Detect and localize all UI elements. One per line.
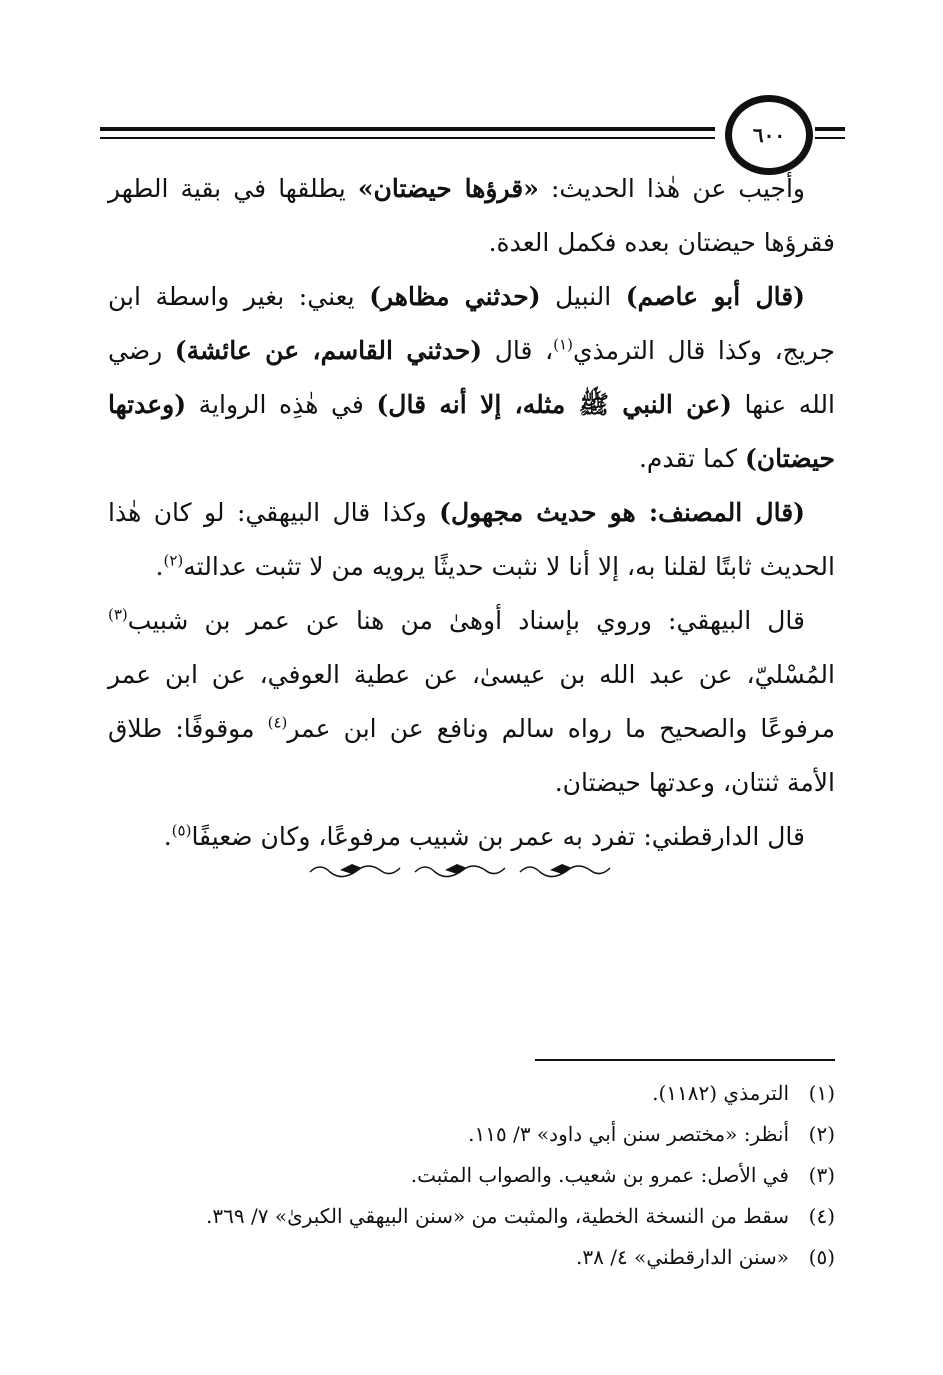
footnotes (108, 1073, 835, 1278)
text: في هٰذِه الرواية (186, 390, 377, 419)
text: يطلقها في بقية الطهر فقرؤها حيضتان بعده فكمل العدة. (108, 174, 835, 257)
footnote-separator (535, 1059, 835, 1061)
text: موقوفًا: طلاق الأمة ثنتان، وعدتها حيضتان. (108, 714, 835, 797)
footnote-ref-3[interactable]: (٣) (108, 605, 128, 624)
header-rule-right-thick (815, 127, 845, 131)
footnote-3 (108, 1155, 835, 1196)
text: قال البيهقي: وروي بإسناد أوهىٰ من هنا عن عمر بن شبيب (127, 606, 805, 635)
bold-text: (قال أبو عاصم) (625, 282, 806, 311)
main-text (108, 162, 835, 864)
section-divider-ornament (300, 850, 630, 890)
footnote-text: في الأصل: عمرو بن شعيب. والصواب المثبت. (410, 1163, 789, 1187)
footnote-number: (٢) (808, 1122, 835, 1146)
bold-text: (قال المصنف: هو حديث مجهول) (439, 498, 805, 527)
footnote-ref-5[interactable]: (٥) (171, 821, 192, 840)
footnote-number: (١) (808, 1081, 835, 1105)
footnote-text: أنظر: «مختصر سنن أبي داود» ٣/ ١١٥. (468, 1122, 789, 1146)
bold-text: (وعدتها حيضتان) (108, 390, 835, 473)
text: وأجيب عن هٰذا الحديث: (538, 174, 805, 203)
header-rule-thick (100, 127, 715, 131)
footnote-1 (108, 1073, 835, 1114)
footnote-4 (108, 1196, 835, 1237)
text: ، قال (482, 336, 554, 365)
text: المُسْليّ، عن عبد الله بن عيسىٰ، عن عطية العوفي، عن ابن عمر مرفوعًا والصحيح ما رواه سالم ونافع عن ابن عمر (108, 660, 836, 743)
bold-text: (عن النبي ﷺ مثله، إلا أنه قال) (376, 390, 732, 419)
footnote-ref-1[interactable]: (١) (553, 335, 573, 354)
paragraph-2 (108, 270, 835, 486)
footnote-ref-4[interactable]: (٤) (267, 713, 288, 732)
footnote-number: (٣) (808, 1163, 835, 1187)
footnote-ref-2[interactable]: (٢) (163, 551, 184, 570)
text: النبيل (540, 282, 626, 311)
text: . (155, 552, 164, 581)
text: رضي الله عنها (108, 336, 835, 419)
footnote-number: (٤) (808, 1204, 835, 1228)
paragraph-4 (108, 594, 835, 810)
paragraph-3 (108, 486, 835, 594)
text: وكذا قال البيهقي: لو كان هٰذا الحديث ثابتًا لقلنا به، إلا أنا لا نثبت حديثًا يرويه من لا تثبت عدالته (108, 498, 835, 581)
page-number: ٦٠٠ (725, 95, 813, 175)
text: . (163, 822, 172, 851)
header-rule-thin (100, 137, 715, 139)
bold-text: «قرؤها حيضتان» (357, 174, 539, 203)
text: كما تقدم. (638, 444, 745, 473)
footnote-text: سقط من النسخة الخطية، والمثبت من «سنن البيهقي الكبرىٰ» ٧/ ٣٦٩. (206, 1204, 789, 1228)
footnote-2 (108, 1114, 835, 1155)
text: يعني: بغير واسطة ابن جريج، وكذا قال الترمذي (108, 282, 835, 365)
footnote-text: «سنن الدارقطني» ٤/ ٣٨. (576, 1245, 789, 1269)
footnote-number: (٥) (808, 1245, 835, 1269)
footnote-text: الترمذي (١١٨٢). (652, 1081, 789, 1105)
bold-text: (حدثني مظاهر) (369, 282, 541, 311)
footnote-5 (108, 1237, 835, 1278)
text: قال الدارقطني: تفرد به عمر بن شبيب مرفوعًا، وكان ضعيفًا (191, 822, 805, 851)
paragraph-1 (108, 162, 835, 270)
bold-text: (حدثني القاسم، عن عائشة) (174, 336, 483, 365)
header-rule-right-thin (815, 137, 845, 139)
